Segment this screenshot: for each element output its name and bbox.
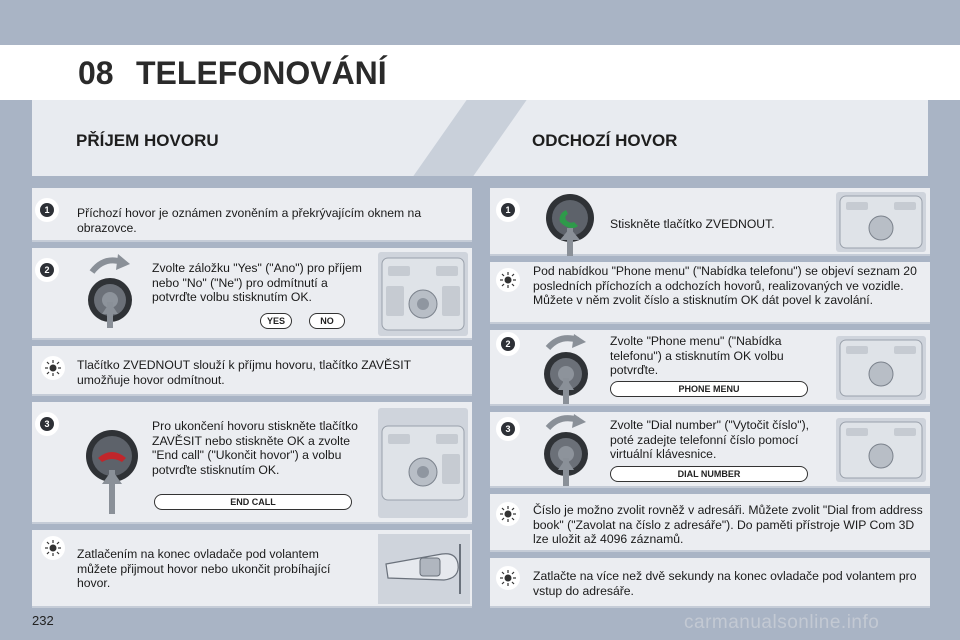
pickup-knob-illustration: [540, 192, 600, 256]
right-tip3-card: [490, 558, 930, 608]
left-step3-text: Pro ukončení hovoru stiskněte tlačítko ZAVĚSIT nebo stiskněte OK a zvolte "End call" ("Ukončit hovor") a volbu potvrďte stisknutím OK.: [152, 419, 358, 477]
lightbulb-icon: [496, 268, 520, 292]
end-call-button[interactable]: END CALL: [154, 494, 352, 510]
rotary-knob-illustration: [540, 414, 602, 486]
rotary-knob-illustration: [84, 254, 146, 334]
hangup-knob-illustration: [82, 426, 146, 518]
rotate-arrow-icon: [84, 254, 146, 334]
chapter-number: 08: [78, 55, 114, 91]
no-button[interactable]: NO: [309, 313, 345, 329]
left-section-title: PŘÍJEM HOVORU: [76, 131, 219, 150]
left-tip2-text: Zatlačením na konec ovladače pod volantem můžete přijmout hovor nebo ukončit probíhající hovor.: [77, 547, 331, 591]
left-step1-text: Příchozí hovor je oznámen zvoněním a překrývajícím oknem na obrazovce.: [77, 206, 422, 235]
step-badge: 2: [35, 258, 59, 282]
left-step3-card: [32, 402, 472, 524]
dial-number-button[interactable]: DIAL NUMBER: [610, 466, 808, 482]
radio-unit-image: [378, 408, 468, 518]
left-step2-text: Zvolte záložku "Yes" ("Ano") pro příjem nebo "No" ("Ne") pro odmítnutí a potvrďte volbu stisknutím OK.: [152, 261, 362, 305]
rotary-knob-illustration: [540, 334, 602, 404]
right-tip2-text: Číslo je možno zvolit rovněž v adresáři. Můžete zvolit "Dial from address book" ("Zavolat na číslo z adresáře"). Do paměti přístroje WIP Com 3D lze uložit až 4096 záznamů.: [533, 503, 923, 547]
right-step2-text: Zvolte "Phone menu" ("Nabídka telefonu") a stisknutím OK volbu potvrďte.: [610, 334, 784, 378]
radio-unit-image: [836, 418, 926, 482]
phone-menu-button[interactable]: PHONE MENU: [610, 381, 808, 397]
left-tip2-card: [32, 530, 472, 608]
step-badge: 1: [496, 198, 520, 222]
right-step3-card: [490, 412, 930, 488]
left-step1-card: [32, 188, 472, 242]
right-tip2-card: [490, 494, 930, 552]
right-step1-text: Stiskněte tlačítko ZVEDNOUT.: [610, 217, 775, 231]
left-tip1-card: [32, 346, 472, 396]
lightbulb-icon: [41, 536, 65, 560]
radio-unit-image: [378, 252, 468, 336]
step-badge: 3: [35, 412, 59, 436]
radio-unit-image: [836, 192, 926, 252]
right-tip3-text: Zatlačte na více než dvě sekundy na konec ovladače pod volantem pro vstup do adresáře.: [533, 569, 917, 598]
right-step1-card: [490, 188, 930, 256]
right-step3-text: Zvolte "Dial number" ("Vytočit číslo"), poté zadejte telefonní číslo pomocí virtuální klávesnice.: [610, 418, 810, 462]
step-badge: 1: [35, 198, 59, 222]
yes-button[interactable]: YES: [260, 313, 292, 329]
right-section-title: ODCHOZÍ HOVOR: [532, 131, 678, 150]
page-title: TELEFONOVÁNÍ: [136, 55, 387, 91]
radio-unit-image: [836, 336, 926, 400]
right-tip1-card: [490, 262, 930, 324]
lightbulb-icon: [496, 502, 520, 526]
lightbulb-icon: [496, 566, 520, 590]
watermark: carmanualsonline.info: [684, 612, 880, 633]
lightbulb-icon: [41, 356, 65, 380]
step-badge: 2: [496, 332, 520, 356]
steering-stalk-image: [378, 534, 470, 604]
right-tip1-text: Pod nabídkou "Phone menu" ("Nabídka telefonu") se objeví seznam 20 posledních příchozích a odchozích hovorů, realizovaných ve vozidle. Můžete v něm zvolit číslo a stisknutím OK dát povel k zavolání.: [533, 264, 917, 308]
step-badge: 3: [496, 417, 520, 441]
left-tip1-text: Tlačítko ZVEDNOUT slouží k příjmu hovoru, tlačítko ZAVĚSIT umožňuje hovor odmítnout.: [77, 358, 411, 387]
right-step2-card: [490, 330, 930, 406]
page-number: 232: [32, 613, 54, 628]
left-step2-card: [32, 248, 472, 340]
